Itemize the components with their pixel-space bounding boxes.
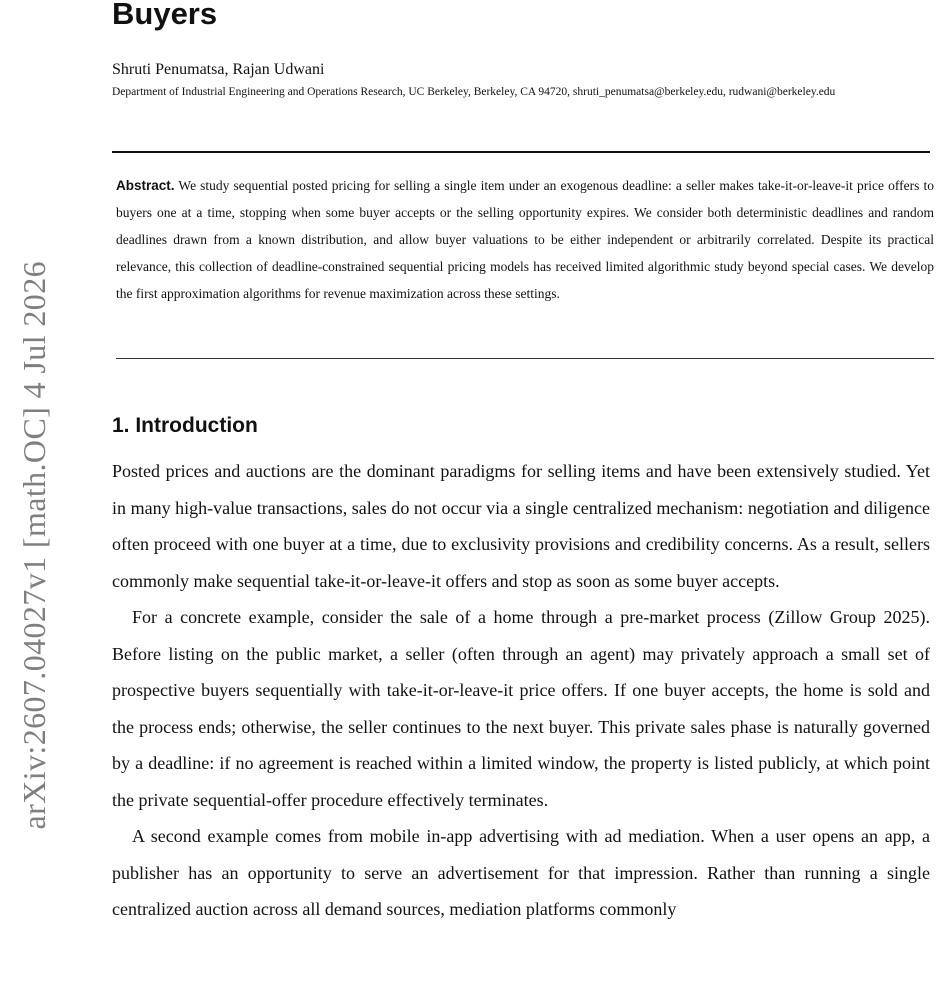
abstract-divider (116, 358, 934, 359)
paragraph: For a concrete example, consider the sale of a home through a pre-market process (Zillow Group 2025). Before listing on the public market, a seller (often through an agent) may privately approach a small set of prospective buyers sequentially with take-it-or-leave-it price offers. If one buyer accepts, the home is sold and the process ends; otherwise, the seller continues to the next buyer. This private sales phase is naturally governed by a deadline: if no agreement is reached within a limited window, the property is listed publicly, at which point the private sequential-offer procedure effectively terminates. (112, 607, 930, 810)
paper-title: Buyers (112, 0, 218, 31)
paragraph: A second example comes from mobile in-app advertising with ad mediation. When a user opens an app, a publisher has an opportunity to serve an advertisement for that impression. Rather than running a single centralized auction across all demand sources, mediation platforms commonly (112, 826, 930, 919)
affiliation: Department of Industrial Engineering and Operations Research, UC Berkeley, Berkeley, CA 94720, shruti_penumatsa@berkeley.edu, rudwani@berkeley.edu (112, 86, 836, 98)
paragraph: Posted prices and auctions are the dominant paradigms for selling items and have been extensively studied. Yet in many high-value transactions, sales do not occur via a single centralized mechanism: negotiation and diligence often proceed with one buyer at a time, due to exclusivity provisions and credibility concerns. As a result, sellers commonly make sequential take-it-or-leave-it offers and stop as soon as some buyer accepts. (112, 461, 930, 591)
top-divider (112, 151, 930, 153)
section-heading: 1. Introduction (112, 414, 258, 437)
arxiv-identifier: arXiv:2607.04027v1 [math.OC] 4 Jul 2026 (15, 260, 52, 830)
abstract-text: We study sequential posted pricing for selling a single item under an exogenous deadline: a seller makes take-it-or-leave-it price offers to buyers one at a time, stopping when some buyer accepts or the selling opportunity expires. We consider both deterministic deadlines and random deadlines drawn from a known distribution, and allow buyer valuations to be either independent or arbitrarily correlated. Despite its practical relevance, this collection of deadline-constrained sequential pricing models has received limited algorithmic study beyond special cases. We develop the first approximation algorithms for revenue maximization across these settings. (116, 178, 934, 301)
abstract (116, 172, 934, 307)
arxiv-sidebar (17, 235, 51, 855)
abstract-label: Abstract. (116, 178, 175, 193)
introduction-body (112, 453, 930, 928)
authors: Shruti Penumatsa, Rajan Udwani (112, 61, 325, 78)
